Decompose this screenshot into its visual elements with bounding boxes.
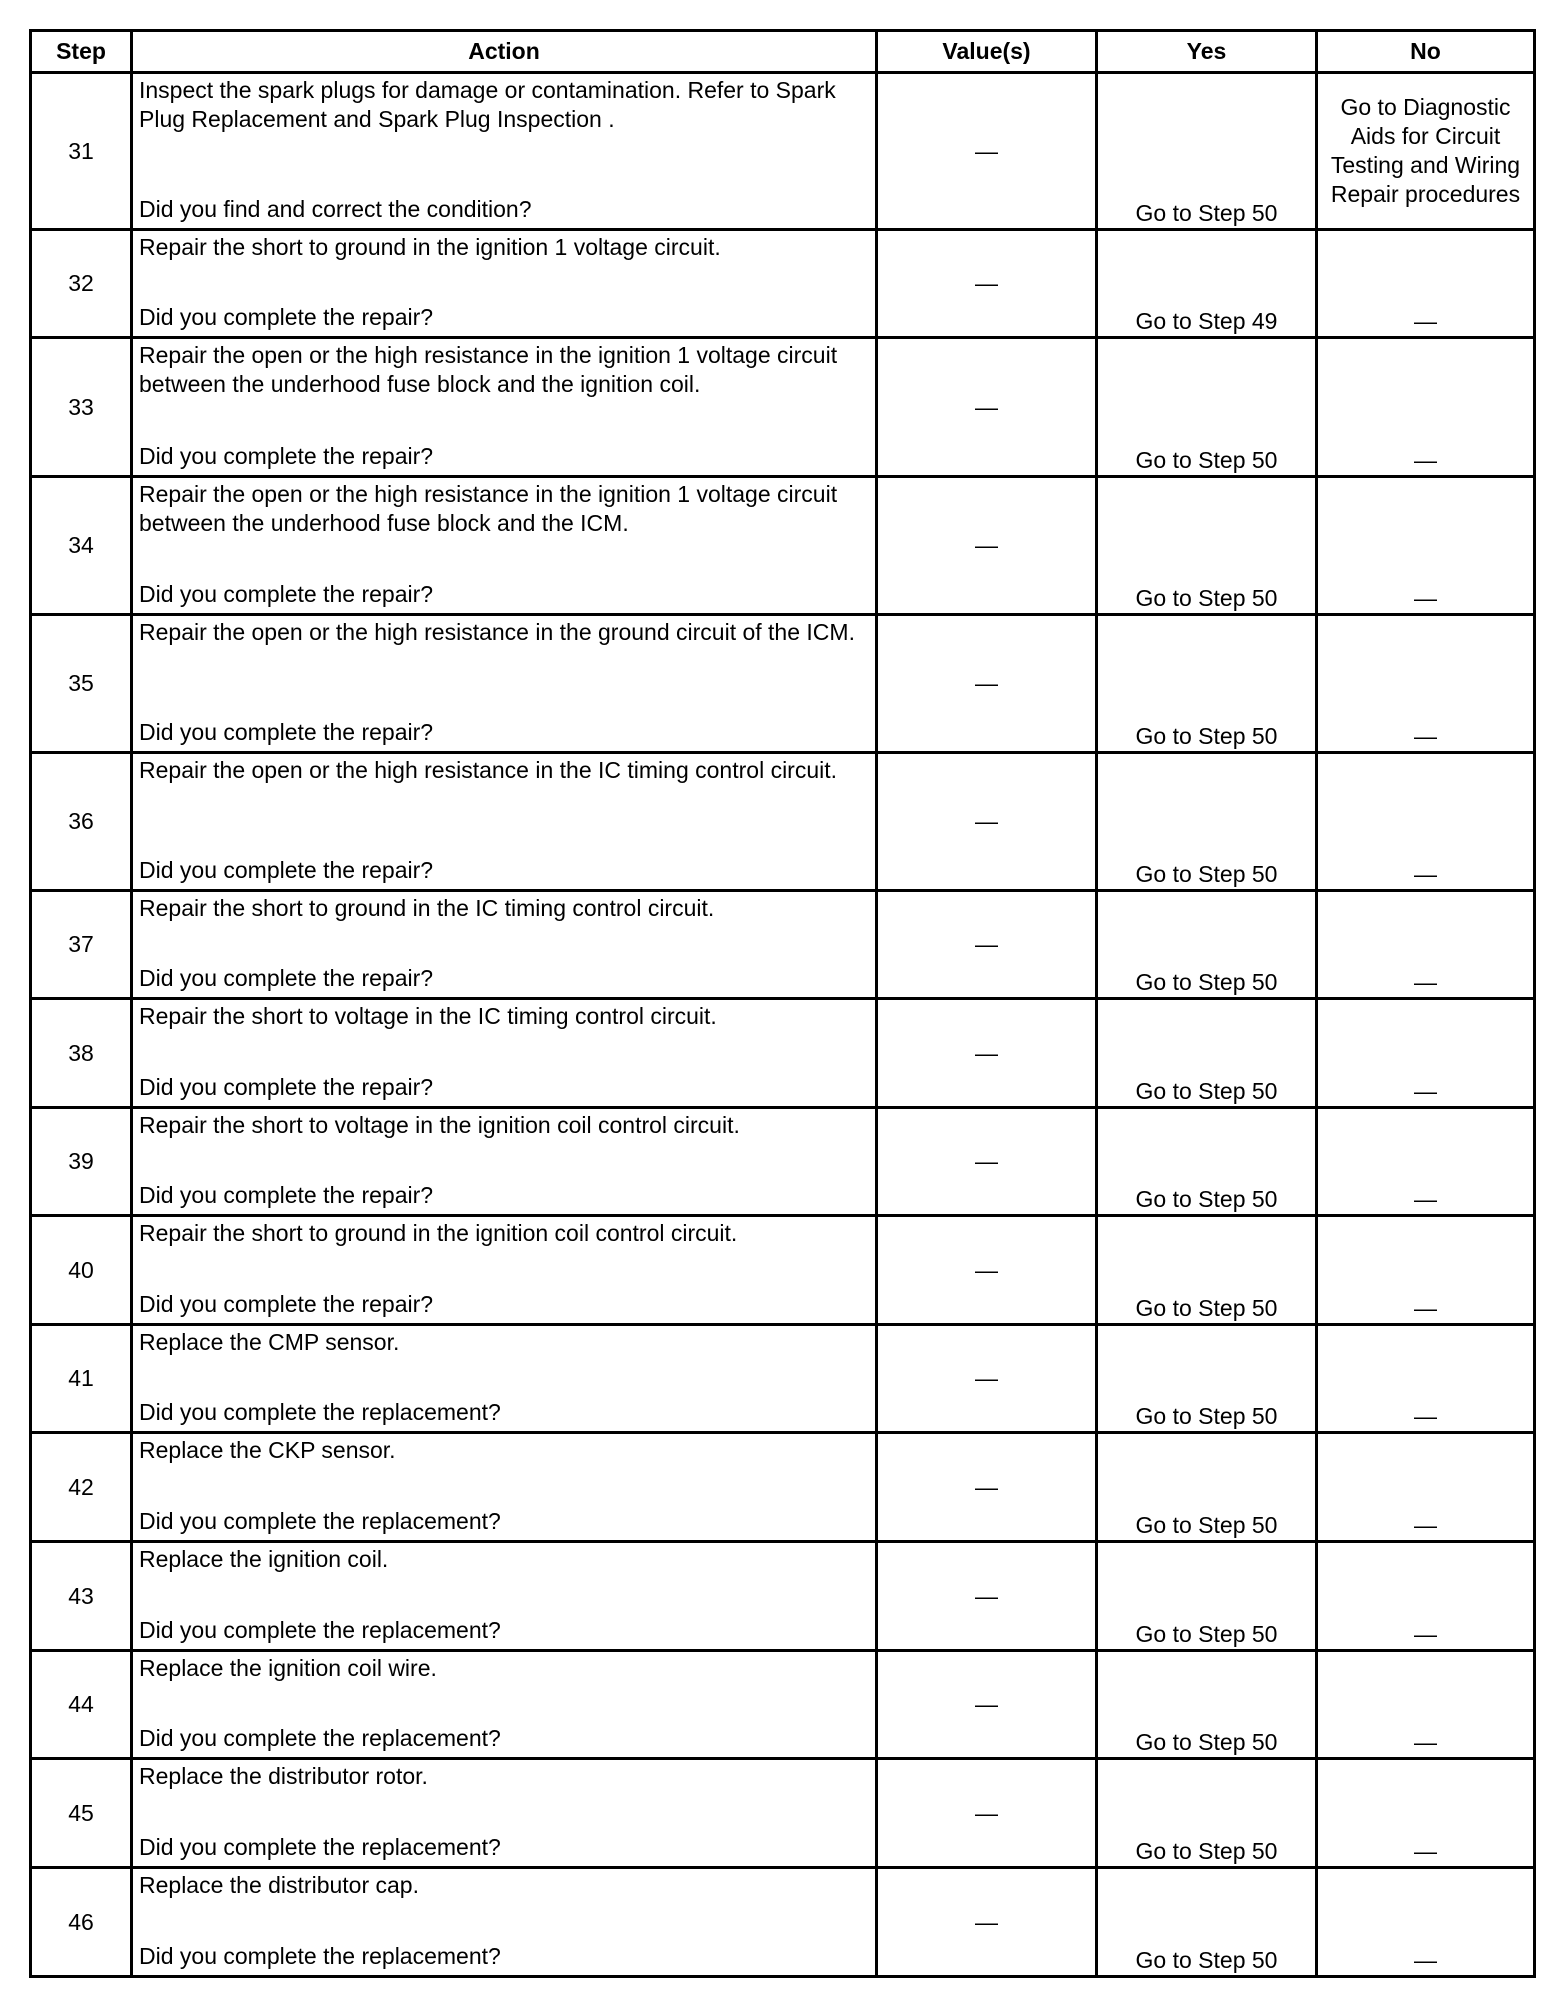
- no-cell: —: [1317, 1325, 1535, 1433]
- yes-cell: Go to Step 50: [1097, 1651, 1317, 1759]
- table-row: [31, 230, 1535, 338]
- yes-cell: Go to Step 50: [1097, 1759, 1317, 1868]
- yes-cell: Go to Step 50: [1097, 999, 1317, 1108]
- action-question: Did you complete the repair?: [139, 719, 434, 745]
- action-question: Did you complete the replacement?: [139, 1508, 501, 1534]
- action-cell: [132, 477, 877, 615]
- yes-cell: Go to Step 50: [1097, 1542, 1317, 1651]
- table-row: [31, 1759, 1535, 1868]
- no-cell: Go to Diagnostic Aids for Circuit Testing and Wiring Repair procedures: [1317, 73, 1535, 230]
- table-row: [31, 1868, 1535, 1977]
- action-question: Did you find and correct the condition?: [139, 196, 532, 222]
- no-cell: —: [1317, 1868, 1535, 1977]
- yes-cell: Go to Step 50: [1097, 1868, 1317, 1977]
- action-question: Did you complete the repair?: [139, 304, 434, 330]
- step-number: 46: [31, 1868, 132, 1977]
- value-cell: —: [877, 1325, 1097, 1433]
- action-question: Did you complete the repair?: [139, 857, 434, 883]
- no-cell: —: [1317, 891, 1535, 999]
- table-row: [31, 73, 1535, 230]
- step-number: 41: [31, 1325, 132, 1433]
- yes-cell: Go to Step 50: [1097, 73, 1317, 230]
- action-cell: [132, 1868, 877, 1977]
- value-cell: —: [877, 753, 1097, 891]
- action-cell: [132, 999, 877, 1108]
- action-text: Repair the open or the high resistance in the ground circuit of the ICM.: [139, 619, 855, 645]
- action-text: Replace the CMP sensor.: [139, 1329, 400, 1355]
- action-question: Did you complete the replacement?: [139, 1617, 501, 1643]
- value-cell: —: [877, 891, 1097, 999]
- table-row: [31, 477, 1535, 615]
- action-question: Did you complete the repair?: [139, 1182, 434, 1208]
- action-cell: [132, 753, 877, 891]
- yes-cell: Go to Step 50: [1097, 891, 1317, 999]
- header-action: Action: [132, 31, 877, 73]
- action-text: Repair the short to voltage in the IC timing control circuit.: [139, 1003, 717, 1029]
- table-row: [31, 891, 1535, 999]
- action-question: Did you complete the repair?: [139, 1074, 434, 1100]
- step-number: 40: [31, 1216, 132, 1325]
- step-number: 33: [31, 338, 132, 477]
- header-step: Step: [31, 31, 132, 73]
- table-row: [31, 753, 1535, 891]
- action-text: Repair the open or the high resistance in the IC timing control circuit.: [139, 757, 838, 783]
- action-cell: [132, 1433, 877, 1542]
- value-cell: —: [877, 1651, 1097, 1759]
- no-cell: —: [1317, 615, 1535, 753]
- action-cell: [132, 891, 877, 999]
- step-number: 35: [31, 615, 132, 753]
- action-text: Repair the open or the high resistance in the ignition 1 voltage circuit between the underhood fuse block and the ICM.: [139, 481, 838, 536]
- header-no: No: [1317, 31, 1535, 73]
- value-cell: —: [877, 1108, 1097, 1216]
- action-question: Did you complete the replacement?: [139, 1399, 501, 1425]
- action-question: Did you complete the replacement?: [139, 1834, 501, 1860]
- no-cell: —: [1317, 1542, 1535, 1651]
- table-row: [31, 1542, 1535, 1651]
- action-text: Repair the short to ground in the ignition 1 voltage circuit.: [139, 234, 721, 260]
- action-question: Did you complete the repair?: [139, 1291, 434, 1317]
- action-question: Did you complete the replacement?: [139, 1725, 501, 1751]
- diagnostic-table: [29, 29, 1536, 1978]
- action-text: Replace the ignition coil wire.: [139, 1655, 437, 1681]
- yes-cell: Go to Step 50: [1097, 615, 1317, 753]
- no-cell: —: [1317, 1759, 1535, 1868]
- step-number: 42: [31, 1433, 132, 1542]
- value-cell: —: [877, 477, 1097, 615]
- action-cell: [132, 1216, 877, 1325]
- action-text: Inspect the spark plugs for damage or contamination. Refer to Spark Plug Replacement and Spark Plug Inspection .: [139, 77, 836, 132]
- step-number: 31: [31, 73, 132, 230]
- action-text: Repair the short to ground in the IC timing control circuit.: [139, 895, 715, 921]
- step-number: 36: [31, 753, 132, 891]
- value-cell: —: [877, 230, 1097, 338]
- yes-cell: Go to Step 50: [1097, 1108, 1317, 1216]
- value-cell: —: [877, 73, 1097, 230]
- action-cell: [132, 1108, 877, 1216]
- action-text: Repair the open or the high resistance in the ignition 1 voltage circuit between the underhood fuse block and the ignition coil.: [139, 342, 838, 397]
- action-text: Repair the short to voltage in the ignition coil control circuit.: [139, 1112, 740, 1138]
- no-cell: —: [1317, 753, 1535, 891]
- yes-cell: Go to Step 50: [1097, 1325, 1317, 1433]
- step-number: 39: [31, 1108, 132, 1216]
- no-cell: —: [1317, 230, 1535, 338]
- action-question: Did you complete the repair?: [139, 965, 434, 991]
- yes-cell: Go to Step 49: [1097, 230, 1317, 338]
- yes-cell: Go to Step 50: [1097, 338, 1317, 477]
- table-row: [31, 1433, 1535, 1542]
- step-number: 34: [31, 477, 132, 615]
- no-cell: —: [1317, 1108, 1535, 1216]
- action-question: Did you complete the replacement?: [139, 1943, 501, 1969]
- table-row: [31, 1325, 1535, 1433]
- action-text: Repair the short to ground in the ignition coil control circuit.: [139, 1220, 738, 1246]
- action-cell: [132, 73, 877, 230]
- no-cell: —: [1317, 1216, 1535, 1325]
- table-row: [31, 1108, 1535, 1216]
- step-number: 43: [31, 1542, 132, 1651]
- step-number: 38: [31, 999, 132, 1108]
- table-row: [31, 338, 1535, 477]
- action-cell: [132, 230, 877, 338]
- value-cell: —: [877, 999, 1097, 1108]
- value-cell: —: [877, 1759, 1097, 1868]
- table-row: [31, 615, 1535, 753]
- yes-cell: Go to Step 50: [1097, 753, 1317, 891]
- table-row: [31, 999, 1535, 1108]
- yes-cell: Go to Step 50: [1097, 1216, 1317, 1325]
- table-row: [31, 1651, 1535, 1759]
- step-number: 32: [31, 230, 132, 338]
- action-text: Replace the distributor cap.: [139, 1872, 419, 1898]
- action-cell: [132, 1759, 877, 1868]
- action-cell: [132, 338, 877, 477]
- table-row: [31, 1216, 1535, 1325]
- no-cell: —: [1317, 338, 1535, 477]
- value-cell: —: [877, 1433, 1097, 1542]
- action-cell: [132, 1325, 877, 1433]
- yes-cell: Go to Step 50: [1097, 477, 1317, 615]
- step-number: 45: [31, 1759, 132, 1868]
- action-cell: [132, 1651, 877, 1759]
- no-cell: —: [1317, 1651, 1535, 1759]
- action-text: Replace the distributor rotor.: [139, 1763, 428, 1789]
- no-cell: —: [1317, 477, 1535, 615]
- action-question: Did you complete the repair?: [139, 581, 434, 607]
- action-cell: [132, 615, 877, 753]
- action-text: Replace the ignition coil.: [139, 1546, 389, 1572]
- action-cell: [132, 1542, 877, 1651]
- header-yes: Yes: [1097, 31, 1317, 73]
- no-cell: —: [1317, 999, 1535, 1108]
- action-text: Replace the CKP sensor.: [139, 1437, 396, 1463]
- value-cell: —: [877, 338, 1097, 477]
- action-question: Did you complete the repair?: [139, 443, 434, 469]
- step-number: 44: [31, 1651, 132, 1759]
- value-cell: —: [877, 1542, 1097, 1651]
- no-cell: —: [1317, 1433, 1535, 1542]
- value-cell: —: [877, 1216, 1097, 1325]
- table-header-row: [31, 31, 1535, 73]
- value-cell: —: [877, 615, 1097, 753]
- yes-cell: Go to Step 50: [1097, 1433, 1317, 1542]
- header-values: Value(s): [877, 31, 1097, 73]
- step-number: 37: [31, 891, 132, 999]
- value-cell: —: [877, 1868, 1097, 1977]
